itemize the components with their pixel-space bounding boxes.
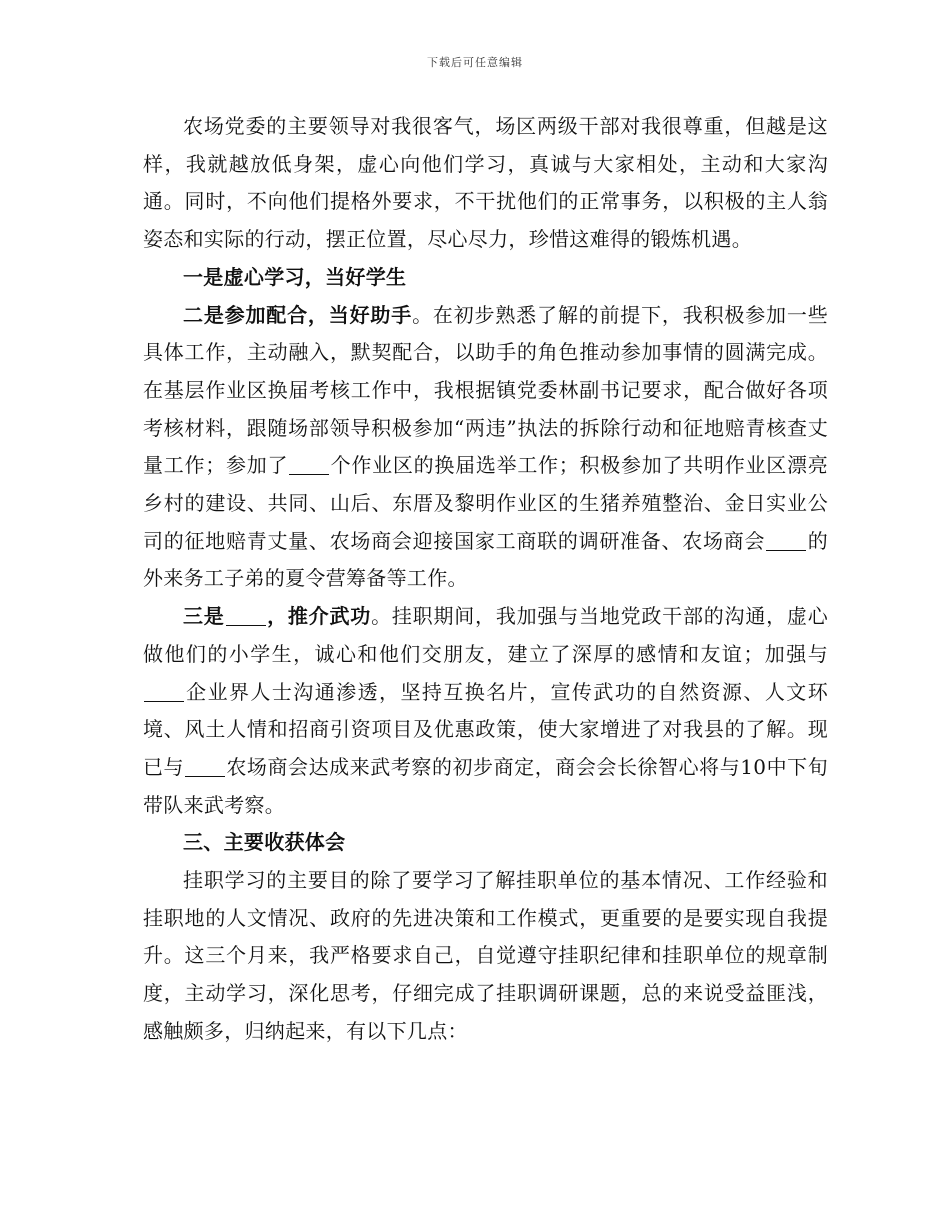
section-heading-1: 一是虚心学习，当好学生 (183, 264, 407, 289)
paragraph-2-text-a: 。在初步熟悉了解的前提下，我积极参加一些具体工作，主动融入，默契配合，以助手的角色推动参加事情的圆满完成。在基层作业区换届考核工作中，我根据镇党委林副书记要求，配合做好各项考核材料，跟随场部领导积极参加“两违”执法的拆除行动和征地赔青核查丈量工作；参加了 (143, 302, 828, 478)
document-body (143, 108, 828, 1051)
page-header: 下载后可任意编辑 (427, 56, 523, 69)
paragraph-3 (143, 598, 828, 824)
blank-line (226, 605, 266, 626)
paragraph-4: 挂职学习的主要目的除了要学习了解挂职单位的基本情况、工作经验和挂职地的人文情况、政府的先进决策和工作模式，更重要的是要实现自我提升。这三个月来，我严格要求自己，自觉遵守挂职纪律和挂职单位的规章制度，主动学习，深化思考，仔细完成了挂职调研课题，总的来说受益匪浅，感触颇多，归纳起来，有以下几点： (143, 868, 828, 1043)
paragraph-3-text-a: 。挂职期间，我加强与当地党政干部的沟通，虚心做他们的小学生，诚心和他们交朋友，建立了深厚的感情和友谊；加强与 (143, 604, 829, 666)
paragraph-3-lead-b: ，推介武功 (266, 604, 372, 629)
paragraph-2-lead: 二是参加配合，当好助手 (183, 302, 413, 327)
paragraph-1: 农场党委的主要领导对我很客气，场区两级干部对我很尊重，但越是这样，我就越放低身架，虚心向他们学习，真诚与大家相处，主动和大家沟通。同时，不向他们提格外要求，不干扰他们的正常事务，以积极的主人翁姿态和实际的行动，摆正位置，尽心尽力，珍惜这难得的锻炼机遇。 (143, 114, 828, 252)
blank-line (144, 681, 184, 702)
paragraph-3-lead-a: 三是 (183, 604, 225, 629)
blank-line (289, 454, 329, 475)
blank-line (185, 756, 225, 777)
paragraph-3-text-c: 农场商会达成来武考察的初步商定，商会会长徐智心将与10中下旬带队来武考察。 (143, 754, 828, 817)
paragraph-3-text-b: 企业界人士沟通渗透，坚持互换名片，宣传武功的自然资源、人文环境、风土人情和招商引资项目及优惠政策，使大家增进了对我县的了解。现已与 (143, 679, 828, 779)
paragraph-2-text-b: 个作业区的换届选举工作；积极参加了共明作业区漂亮乡村的建设、共同、山后、东厝及黎明作业区的生猪养殖整治、金日实业公司的征地赔青丈量、农场商会迎接国家工商联的调研准备、农场商会 (143, 453, 828, 553)
paragraph-2-text-c: 的外来务工子弟的夏令营筹备等工作。 (143, 528, 828, 591)
section-heading-2: 三、主要收获体会 (183, 830, 346, 855)
blank-line (766, 530, 806, 551)
paragraph-2 (143, 297, 828, 599)
